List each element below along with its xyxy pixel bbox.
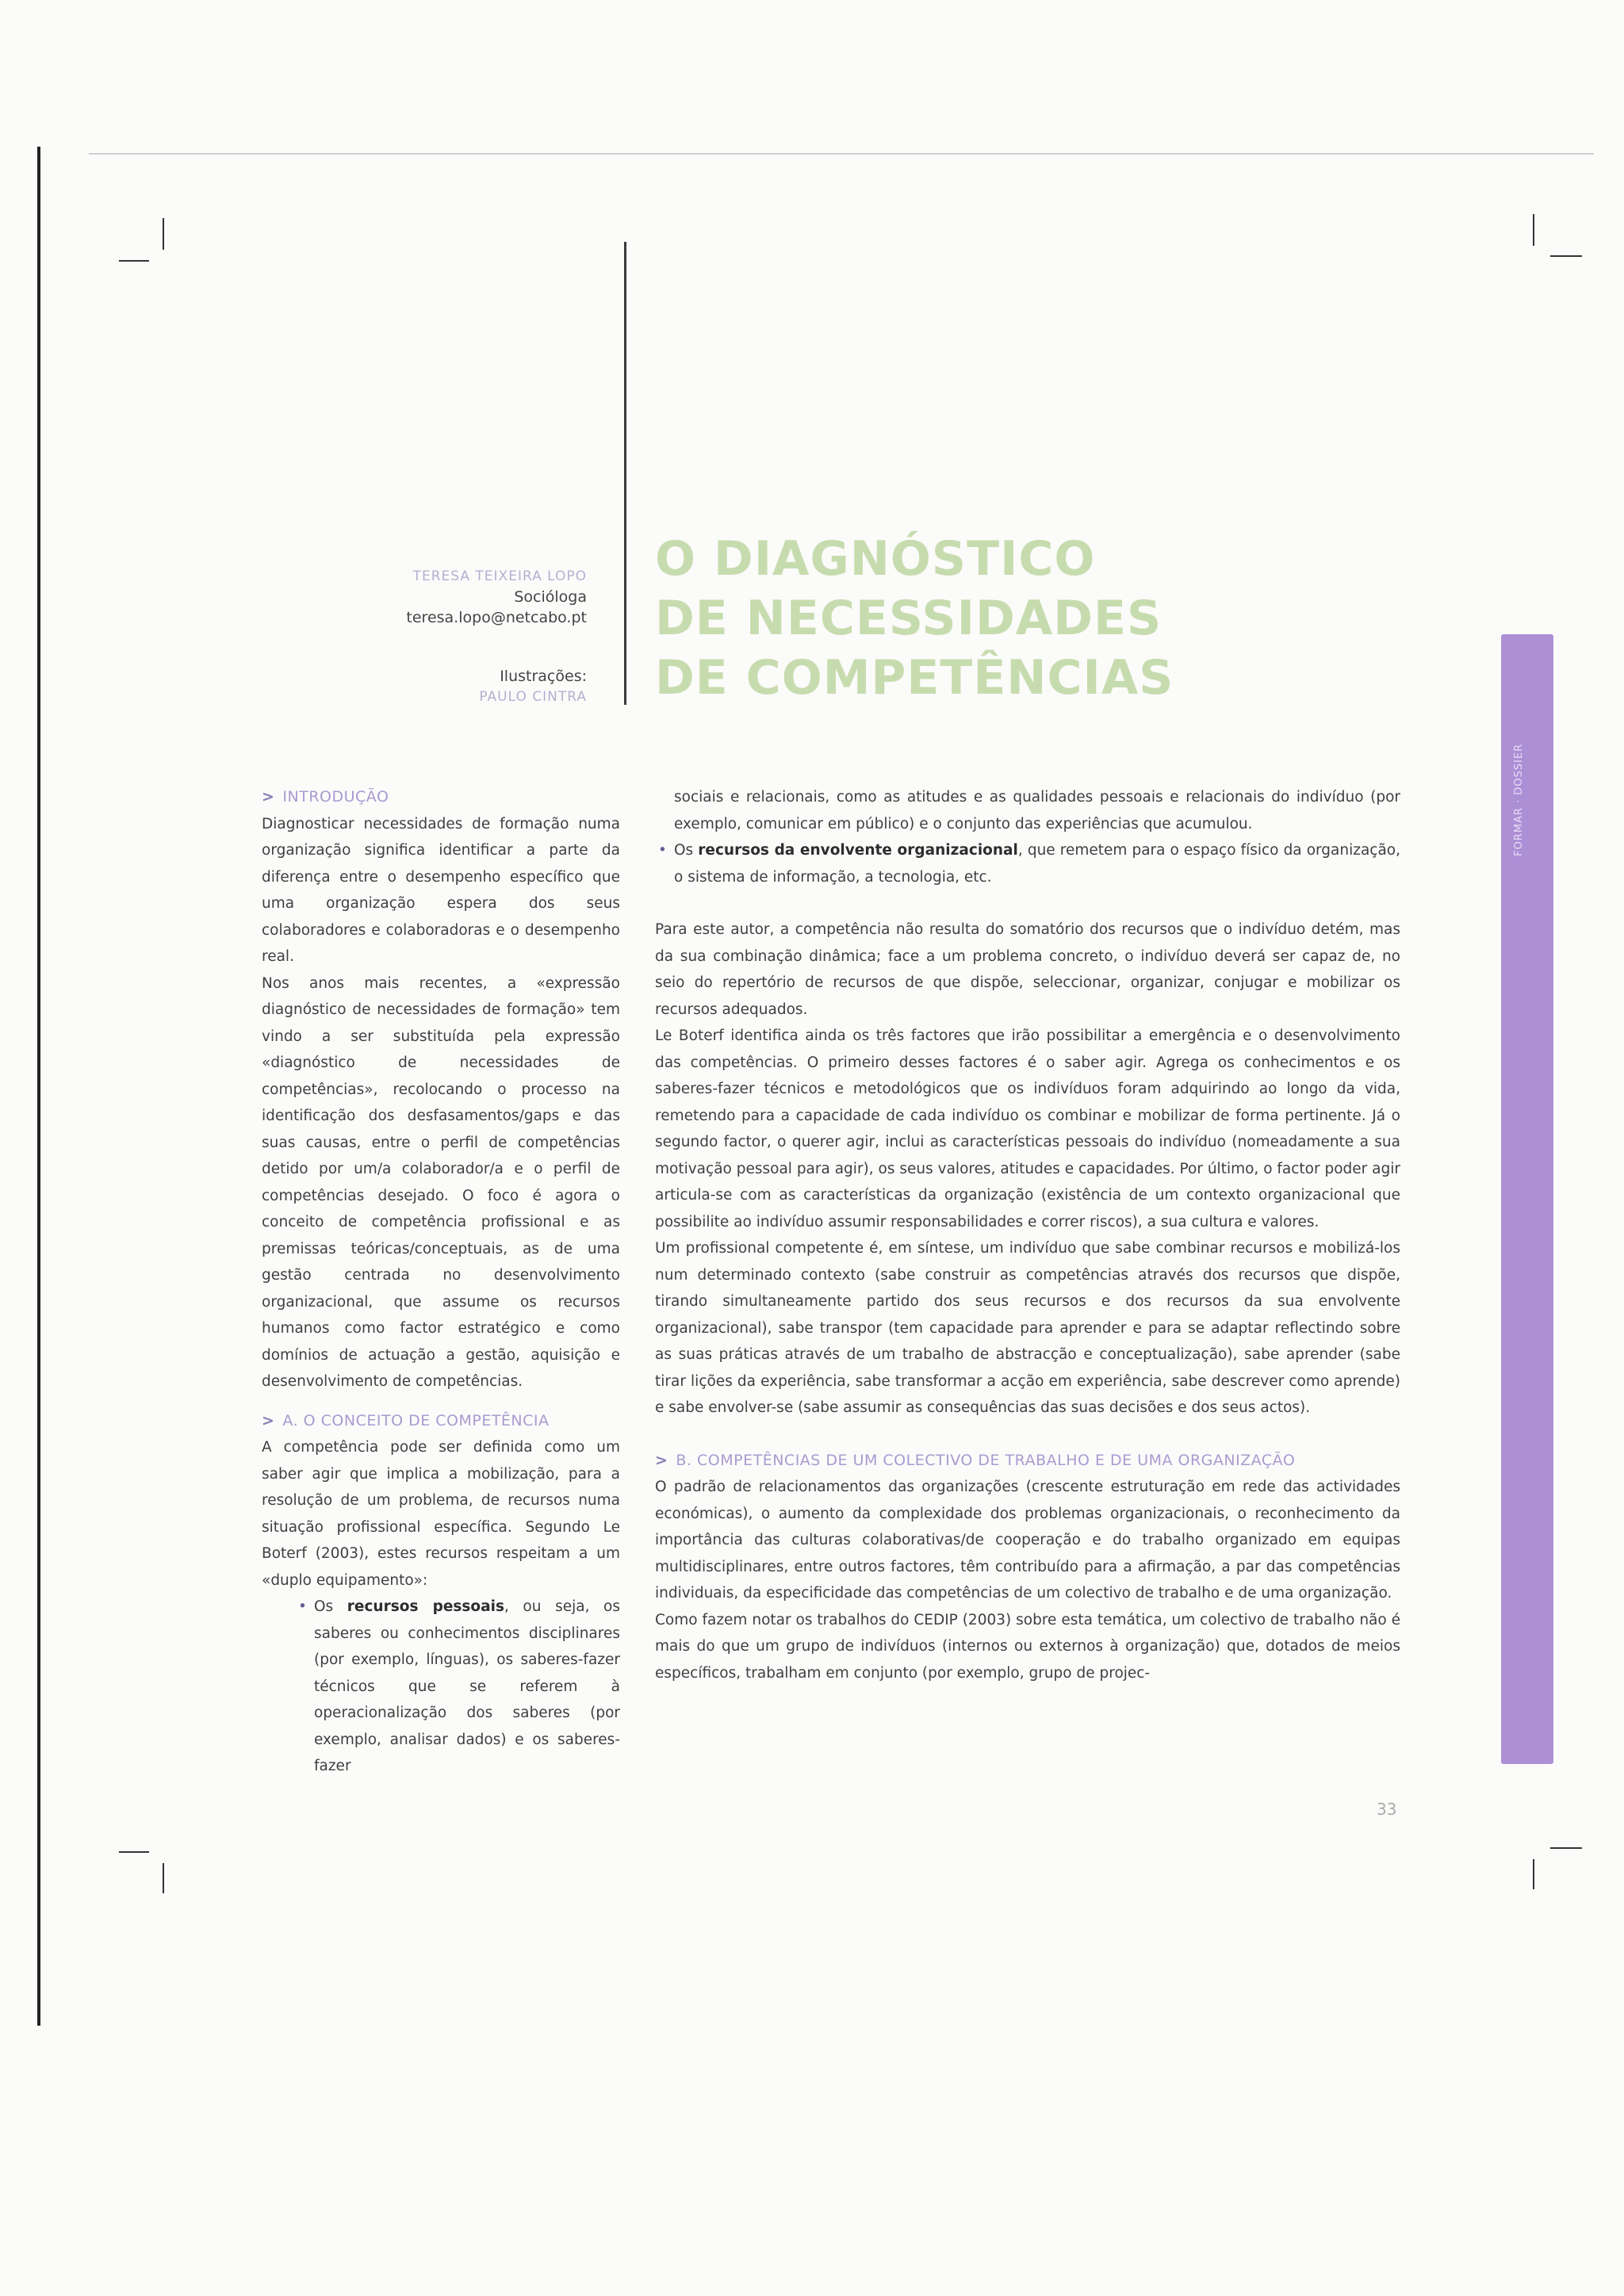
illustrations-label: Ilustrações: — [500, 668, 587, 685]
right-column — [655, 784, 1400, 1686]
crop-mark-tl-v — [163, 218, 164, 250]
crop-mark-tr-h — [1550, 255, 1582, 257]
crop-mark-tr-v — [1533, 214, 1534, 246]
crop-mark-br-v — [1533, 1859, 1534, 1889]
section-a-heading: > A. O CONCEITO DE COMPETÊNCIA — [262, 1411, 550, 1429]
author-role: Socióloga — [514, 588, 587, 606]
crop-mark-bl-v — [163, 1863, 164, 1893]
paragraph: Para este autor, a competência não resulta do somatório dos recursos que o indivíduo detém, mas da sua combinação dinâmica; face a um problema concreto, o indivíduo deverá ser capaz de, no seio do repertório de recursos de que dispõe, seleccionar, organizar, conjugar e mobilizar os recursos adequados. — [655, 921, 1400, 1018]
top-rule — [89, 153, 1594, 155]
list-item: • Os recursos pessoais, ou seja, os saberes ou conhecimentos disciplinares (por exemplo, línguas), os saberes-fazer técnicos que se referem à operacionalização dos saberes (por exemplo, analisar dados) e os saberes-fazer — [295, 1594, 620, 1780]
page-number: 33 — [1377, 1800, 1397, 1819]
left-column — [262, 784, 620, 1780]
intro-paragraph-1: Diagnosticar necessidades de formação numa organização significa identificar a parte da diferença entre o desempenho específico que uma organização espera dos seus colaboradores e colaboradoras e o desempenho real. — [262, 815, 620, 965]
paragraph: O padrão de relacionamentos das organizações (crescente estruturação em rede das actividades económicas), o aumento da complexidade dos problemas organizacionais, o reconhecimento da importância das culturas colaborativas/de cooperação e do trabalho organizado em equipas multidisciplinares, entre outros factores, têm contribuído para a afirmação, a par das competências individuais, da especificidade das competências de um colectivo de trabalho e de uma organização. — [655, 1479, 1400, 1601]
chevron-right-icon: > — [262, 1411, 275, 1429]
article-title — [655, 530, 1258, 708]
title-divider — [624, 242, 626, 705]
resource-list-continued — [655, 784, 1400, 890]
crop-mark-tl-h — [119, 260, 149, 262]
intro-heading: > INTRODUÇÃO — [262, 788, 389, 806]
list-item: sociais e relacionais, como as atitudes e as qualidades pessoais e relacionais do indivíduo (por exemplo, comunicar em público) e o conjunto das experiências que acumulou. — [674, 789, 1400, 832]
list-item: • Os recursos da envolvente organizacional, que remetem para o espaço físico da organização, o sistema de informação, a tecnologia, etc. — [655, 837, 1400, 890]
side-tab-label: FORMAR · DOSSIER — [1513, 743, 1525, 856]
bullet-icon: • — [298, 1598, 307, 1615]
illustrator-name: PAULO CINTRA — [479, 689, 587, 705]
paragraph: Um profissional competente é, em síntese, um indivíduo que sabe combinar recursos e mobilizá-los num determinado contexto (sabe construir as competências através dos recursos que dispõe, tirando simultaneamente partido dos seus recursos e dos recursos da sua envolvente organizacional), sabe transpor (tem capacidade para aprender e para se adaptar reflectindo sobre as suas práticas através de um trabalho de abstracção e conceptualização), sabe aprender (sabe tirar lições da experiência, sabe transformar a acção em experiência, sabe descrever como aprende) e sabe envolver-se (sabe assumir as consequências das suas decisões e dos seus actos). — [655, 1240, 1400, 1416]
paragraph: Le Boterf identifica ainda os três factores que irão possibilitar a emergência e o desenvolvimento das competências. O primeiro desses factores é o saber agir. Agrega os conhecimentos e os saberes-fazer técnicos e metodológicos que os indivíduos foram adquirindo ao longo da vida, remetendo para a capacidade de cada indivíduo os combinar e mobilizar de forma pertinente. Já o segundo factor, o querer agir, inclui as características pessoais do indivíduo (nomeadamente a sua motivação pessoal para agir), os seus valores, atitudes e capacidades. Por último, o factor poder agir articula-se com as características da organização (existência de um contexto organizacional que possibilite ao indivíduo assumir responsabilidades e correr riscos), a sua cultura e valores. — [655, 1027, 1400, 1230]
title-line-2: DE NECESSIDADES — [655, 591, 1162, 646]
title-line-1: O DIAGNÓSTICO — [655, 531, 1096, 587]
title-line-3: DE COMPETÊNCIAS — [655, 650, 1174, 706]
section-b-heading: > B. COMPETÊNCIAS DE UM COLECTIVO DE TRABALHO E DE UMA ORGANIZAÇÃO — [655, 1451, 1296, 1469]
chevron-right-icon: > — [262, 788, 275, 806]
author-name: TERESA TEIXEIRA LOPO — [412, 568, 587, 584]
scan-edge — [37, 147, 40, 2026]
crop-mark-bl-h — [119, 1851, 149, 1853]
crop-mark-br-h — [1550, 1847, 1582, 1849]
author-email: teresa.lopo@netcabo.pt — [406, 609, 587, 626]
section-a-paragraph: A competência pode ser definida como um saber agir que implica a mobilização, para a resolução de um problema, de recursos numa situação profissional específica. Segundo Le Boterf (2003), estes recursos respeitam a um «duplo equipamento»: — [262, 1439, 620, 1589]
intro-paragraph-2: Nos anos mais recentes, a «expressão diagnóstico de necessidades de formação» tem vindo a ser substituída pela expressão «diagnóstico de necessidades de competências», recolocando o processo na identificação dos desfasamentos/gaps e das suas causas, entre o perfil de competências detido por um/a colaborador/a e o perfil de competências desejado. O foco é agora o conceito de competência profissional e as premissas teóricas/conceptuais, as de uma gestão centrada no desenvolvimento organizacional, que assume os recursos humanos como factor estratégico e como domínios de actuação a gestão, aquisição e desenvolvimento de competências. — [262, 974, 620, 1390]
chevron-right-icon: > — [655, 1451, 668, 1469]
bullet-icon: • — [658, 842, 667, 859]
resource-list — [295, 1594, 620, 1780]
paragraph: Como fazem notar os trabalhos do CEDIP (2003) sobre esta temática, um colectivo de trabalho não é mais do que um grupo de indivíduos (internos ou externos à organização) que, dotados de meios específicos, trabalham em conjunto (por exemplo, grupo de projec- — [655, 1611, 1400, 1682]
